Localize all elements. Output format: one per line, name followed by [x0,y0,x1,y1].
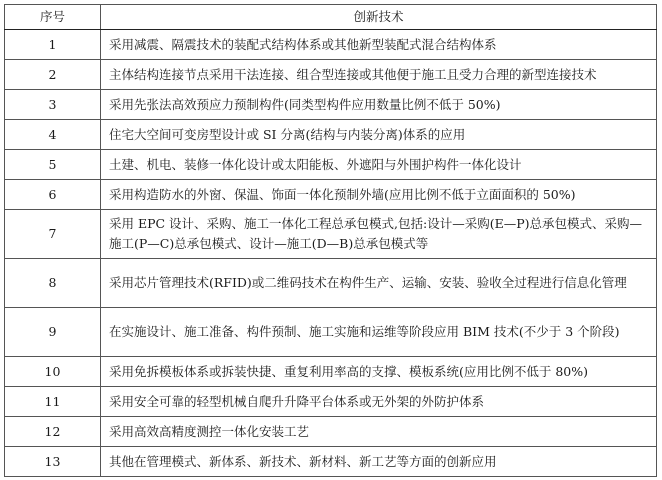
table-row [5,308,657,357]
table-row [5,60,657,90]
row-number: 12 [5,417,101,447]
header-no: 序号 [5,5,101,30]
table-row [5,417,657,447]
row-text: 采用先张法高效预应力预制构件(同类型构件应用数量比例不低于 50%) [101,90,657,120]
table-row [5,90,657,120]
row-text: 采用安全可靠的轻型机械自爬升升降平台体系或无外架的外防护体系 [101,387,657,417]
table-row [5,259,657,308]
innovation-table-container [4,4,656,477]
row-number: 7 [5,210,101,259]
row-text: 住宅大空间可变房型设计或 SI 分离(结构与内装分离)体系的应用 [101,120,657,150]
row-number: 4 [5,120,101,150]
row-number: 2 [5,60,101,90]
table-row [5,180,657,210]
row-number: 9 [5,308,101,357]
table-row [5,387,657,417]
row-text: 采用 EPC 设计、采购、施工一体化工程总承包模式,包括:设计—采购(E—P)总承包模式、采购—施工(P—C)总承包模式、设计—施工(D—B)总承包模式等 [101,210,657,259]
row-text: 采用减震、隔震技术的装配式结构体系或其他新型装配式混合结构体系 [101,30,657,60]
row-number: 10 [5,357,101,387]
table-row [5,210,657,259]
table-header-row [5,5,657,30]
row-number: 1 [5,30,101,60]
row-text: 在实施设计、施工准备、构件预制、施工实施和运维等阶段应用 BIM 技术(不少于 3 个阶段) [101,308,657,357]
row-text: 采用构造防水的外窗、保温、饰面一体化预制外墙(应用比例不低于立面面积的 50%) [101,180,657,210]
row-number: 6 [5,180,101,210]
row-number: 5 [5,150,101,180]
row-number: 13 [5,447,101,477]
row-text: 土建、机电、装修一体化设计或太阳能板、外遮阳与外围护构件一体化设计 [101,150,657,180]
table-row [5,30,657,60]
row-text: 采用高效高精度测控一体化安装工艺 [101,417,657,447]
row-number: 3 [5,90,101,120]
row-text: 主体结构连接节点采用干法连接、组合型连接或其他便于施工且受力合理的新型连接技术 [101,60,657,90]
table-row [5,120,657,150]
row-text: 其他在管理模式、新体系、新技术、新材料、新工艺等方面的创新应用 [101,447,657,477]
header-tech: 创新技术 [101,5,657,30]
table-row [5,447,657,477]
row-text: 采用免拆模板体系或拆装快捷、重复利用率高的支撑、模板系统(应用比例不低于 80%) [101,357,657,387]
row-number: 11 [5,387,101,417]
row-number: 8 [5,259,101,308]
innovation-table [4,4,657,477]
row-text: 采用芯片管理技术(RFID)或二维码技术在构件生产、运输、安装、验收全过程进行信息化管理 [101,259,657,308]
table-row [5,150,657,180]
table-row [5,357,657,387]
